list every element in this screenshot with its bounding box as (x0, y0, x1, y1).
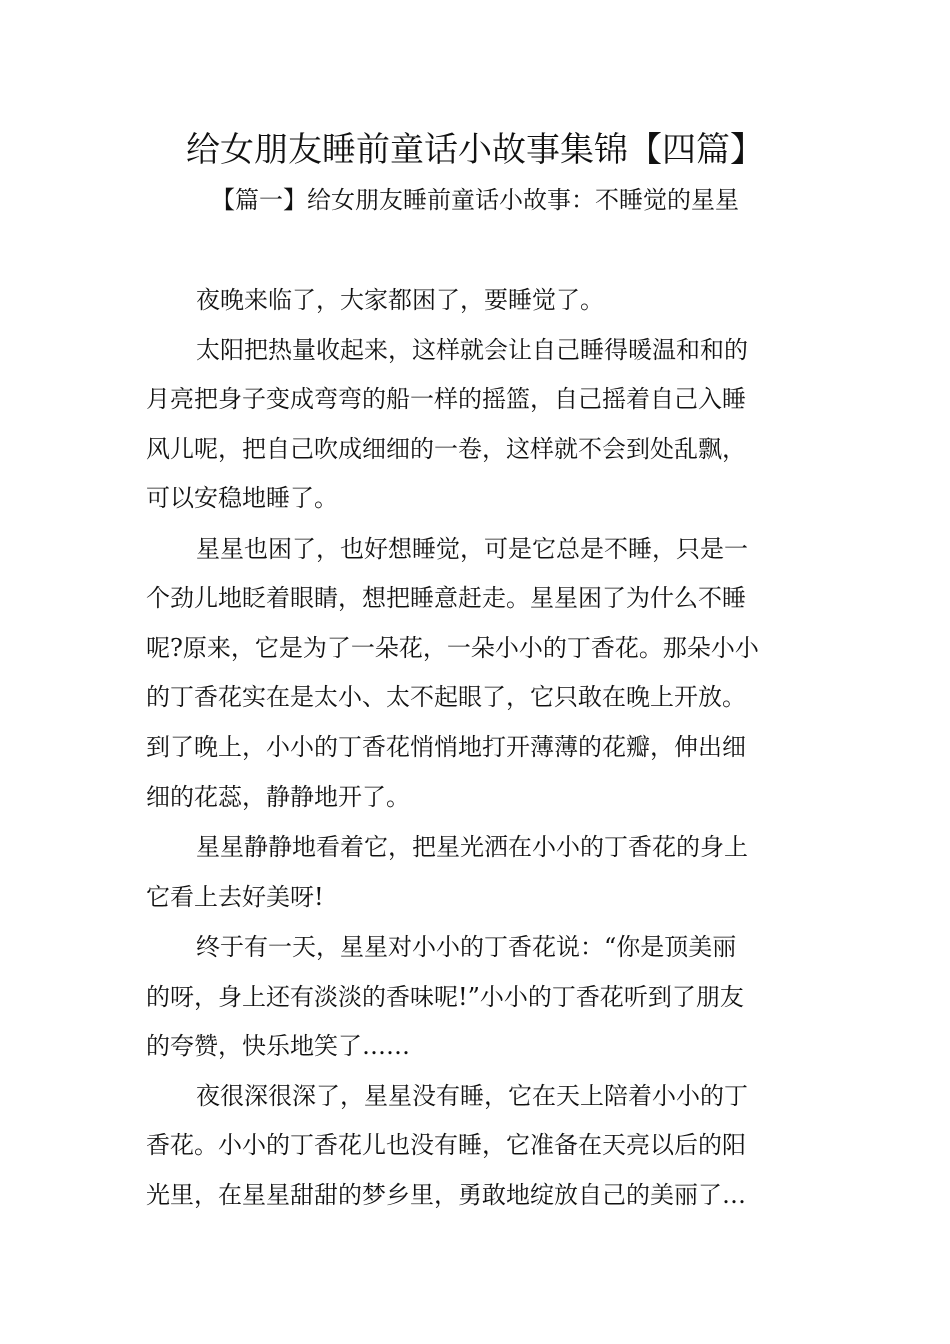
text-line: 的夸赞，快乐地笑了…… (146, 1032, 410, 1060)
text-line: 它看上去好美呀! (146, 883, 324, 911)
text-line: 香花。小小的丁香花儿也没有睡，它准备在天亮以后的阳 (146, 1131, 746, 1159)
text-line: 光里，在星星甜甜的梦乡里，勇敢地绽放自己的美丽了… (146, 1181, 746, 1209)
text-line: 风儿呢，把自己吹成细细的一卷，这样就不会到处乱飘， (146, 435, 746, 463)
text-line: 月亮把身子变成弯弯的船一样的摇篮，自己摇着自己入睡 (146, 385, 746, 413)
document-title: 给女朋友睡前童话小故事集锦【四篇】 (186, 130, 764, 170)
text-line: 的丁香花实在是太小、太不起眼了，它只敢在晚上开放。 (146, 683, 746, 711)
section-heading: 【篇一】给女朋友睡前童话小故事：不睡觉的星星 (211, 186, 739, 214)
text-line: 的呀，身上还有淡淡的香味呢!”小小的丁香花听到了朋友 (146, 983, 744, 1011)
text-line: 夜很深很深了，星星没有睡，它在天上陪着小小的丁 (196, 1082, 748, 1110)
text-line: 夜晚来临了，大家都困了，要睡觉了。 (196, 286, 604, 314)
text-line: 可以安稳地睡了。 (146, 484, 338, 512)
text-line: 太阳把热量收起来，这样就会让自己睡得暖温和和的 (196, 336, 748, 364)
text-line: 个劲儿地眨着眼睛，想把睡意赶走。星星困了为什么不睡 (146, 584, 746, 612)
text-line: 星星静静地看着它，把星光洒在小小的丁香花的身上 (196, 833, 748, 861)
text-line: 呢?原来，它是为了一朵花，一朵小小的丁香花。那朵小小 (146, 634, 759, 662)
text-line: 到了晚上，小小的丁香花悄悄地打开薄薄的花瓣，伸出细 (146, 733, 746, 761)
text-line: 终于有一天，星星对小小的丁香花说：“你是顶美丽 (196, 933, 737, 961)
text-line: 细的花蕊，静静地开了。 (146, 783, 410, 811)
text-line: 星星也困了，也好想睡觉，可是它总是不睡，只是一 (196, 535, 748, 563)
